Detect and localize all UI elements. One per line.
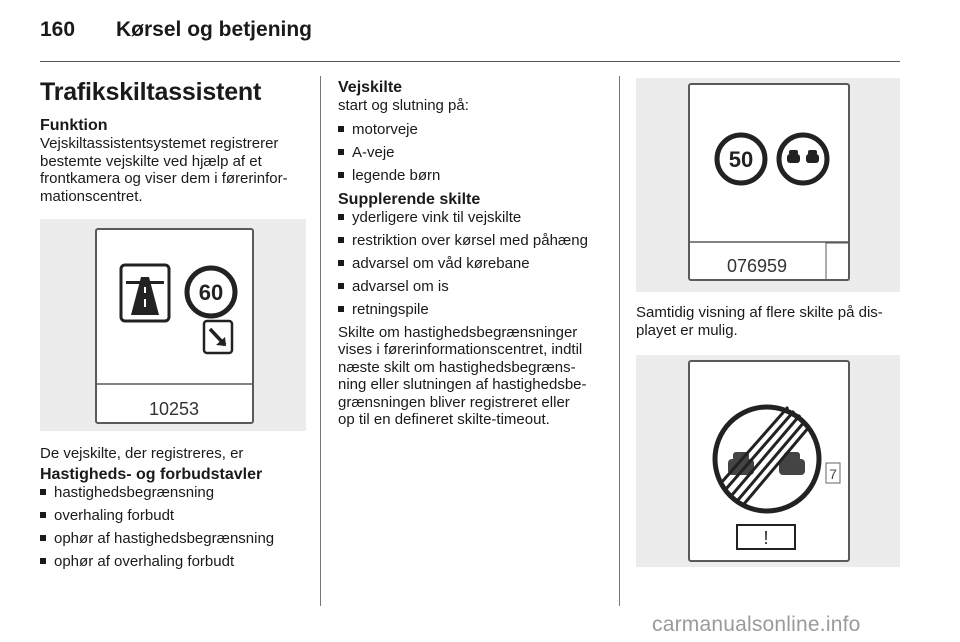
- list-item: motorveje: [338, 121, 606, 139]
- no-overtaking-sign-icon: [779, 135, 827, 183]
- svg-text:60: 60: [198, 280, 224, 305]
- chapter-title: Kørsel og betjening: [116, 18, 313, 41]
- section-title: Trafikskiltassistent: [40, 78, 262, 106]
- subheading-hastighed: Hastigheds- og forbudstavler: [40, 465, 263, 483]
- subheading-funktion: Funktion: [40, 117, 108, 134]
- list-item: advarsel om is: [338, 278, 606, 296]
- list-item: restriktion over kørsel med påhæng: [338, 232, 606, 250]
- figure-code: 10253: [148, 399, 200, 419]
- list-item: yderligere vink til vejskilte: [338, 209, 606, 227]
- speed-limit-60-sign-icon: [187, 268, 235, 316]
- timeout-paragraph: Skilte om hastighedsbegrænsninger vises i førerinformationscentret, indtil næste skilt om hastighedsbegræns- ning eller slutningen af hastighedsbe- grænsningen bliver registreret eller op til en defineret skilte-timeout.: [338, 323, 587, 428]
- column-2: [338, 78, 606, 429]
- supplementary-sign-list: [338, 209, 606, 319]
- vejskilte-intro: start og slutning på:: [338, 97, 469, 114]
- list-item: ophør af overhaling forbudt: [40, 553, 306, 571]
- speed-limit-50-sign-icon: [717, 135, 765, 183]
- page-number: 160: [40, 18, 76, 41]
- speed-sign-list: [40, 484, 306, 571]
- list-item: legende børn: [338, 167, 606, 185]
- column-3: [636, 78, 906, 567]
- svg-text:50: 50: [728, 147, 754, 172]
- intro-paragraph: Vejskiltassistentsystemet registrerer bestemte vejskilte ved hjælp af et frontkamera og viser dem i førerinfor- mationscentret.: [40, 135, 288, 205]
- column-divider-1: [320, 76, 321, 606]
- figure-code: 076959: [726, 256, 788, 276]
- figure-end-no-overtaking-display: [636, 355, 900, 567]
- figure-caption: Samtidig visning af flere skilte på dis- playet er mulig.: [636, 304, 883, 339]
- subheading-supplerende: Supplerende skilte: [338, 190, 481, 208]
- figure-multiple-signs-display: [636, 78, 900, 292]
- list-item: retningspile: [338, 301, 606, 319]
- column-divider-2: [619, 76, 620, 606]
- end-no-overtaking-sign-icon: [715, 407, 819, 511]
- header-rule: [40, 61, 900, 62]
- list-item: hastighedsbegrænsning: [40, 484, 306, 502]
- small-sign-number: 7: [829, 466, 837, 482]
- road-sign-list: [338, 121, 606, 185]
- detect-text: De vejskilte, der registreres, er: [40, 445, 244, 462]
- warning-mark: !: [763, 528, 769, 548]
- direction-arrow-sign-icon: [204, 321, 232, 353]
- list-item: advarsel om våd kørebane: [338, 255, 606, 273]
- list-item: A-veje: [338, 144, 606, 162]
- figure-motorway-speed-display: [40, 219, 306, 431]
- list-item: ophør af hastighedsbegrænsning: [40, 530, 306, 548]
- list-item: overhaling forbudt: [40, 507, 306, 525]
- watermark: carmanualsonline.info: [652, 613, 861, 636]
- subheading-vejskilte: Vejskilte: [338, 79, 403, 96]
- column-1: [40, 78, 306, 576]
